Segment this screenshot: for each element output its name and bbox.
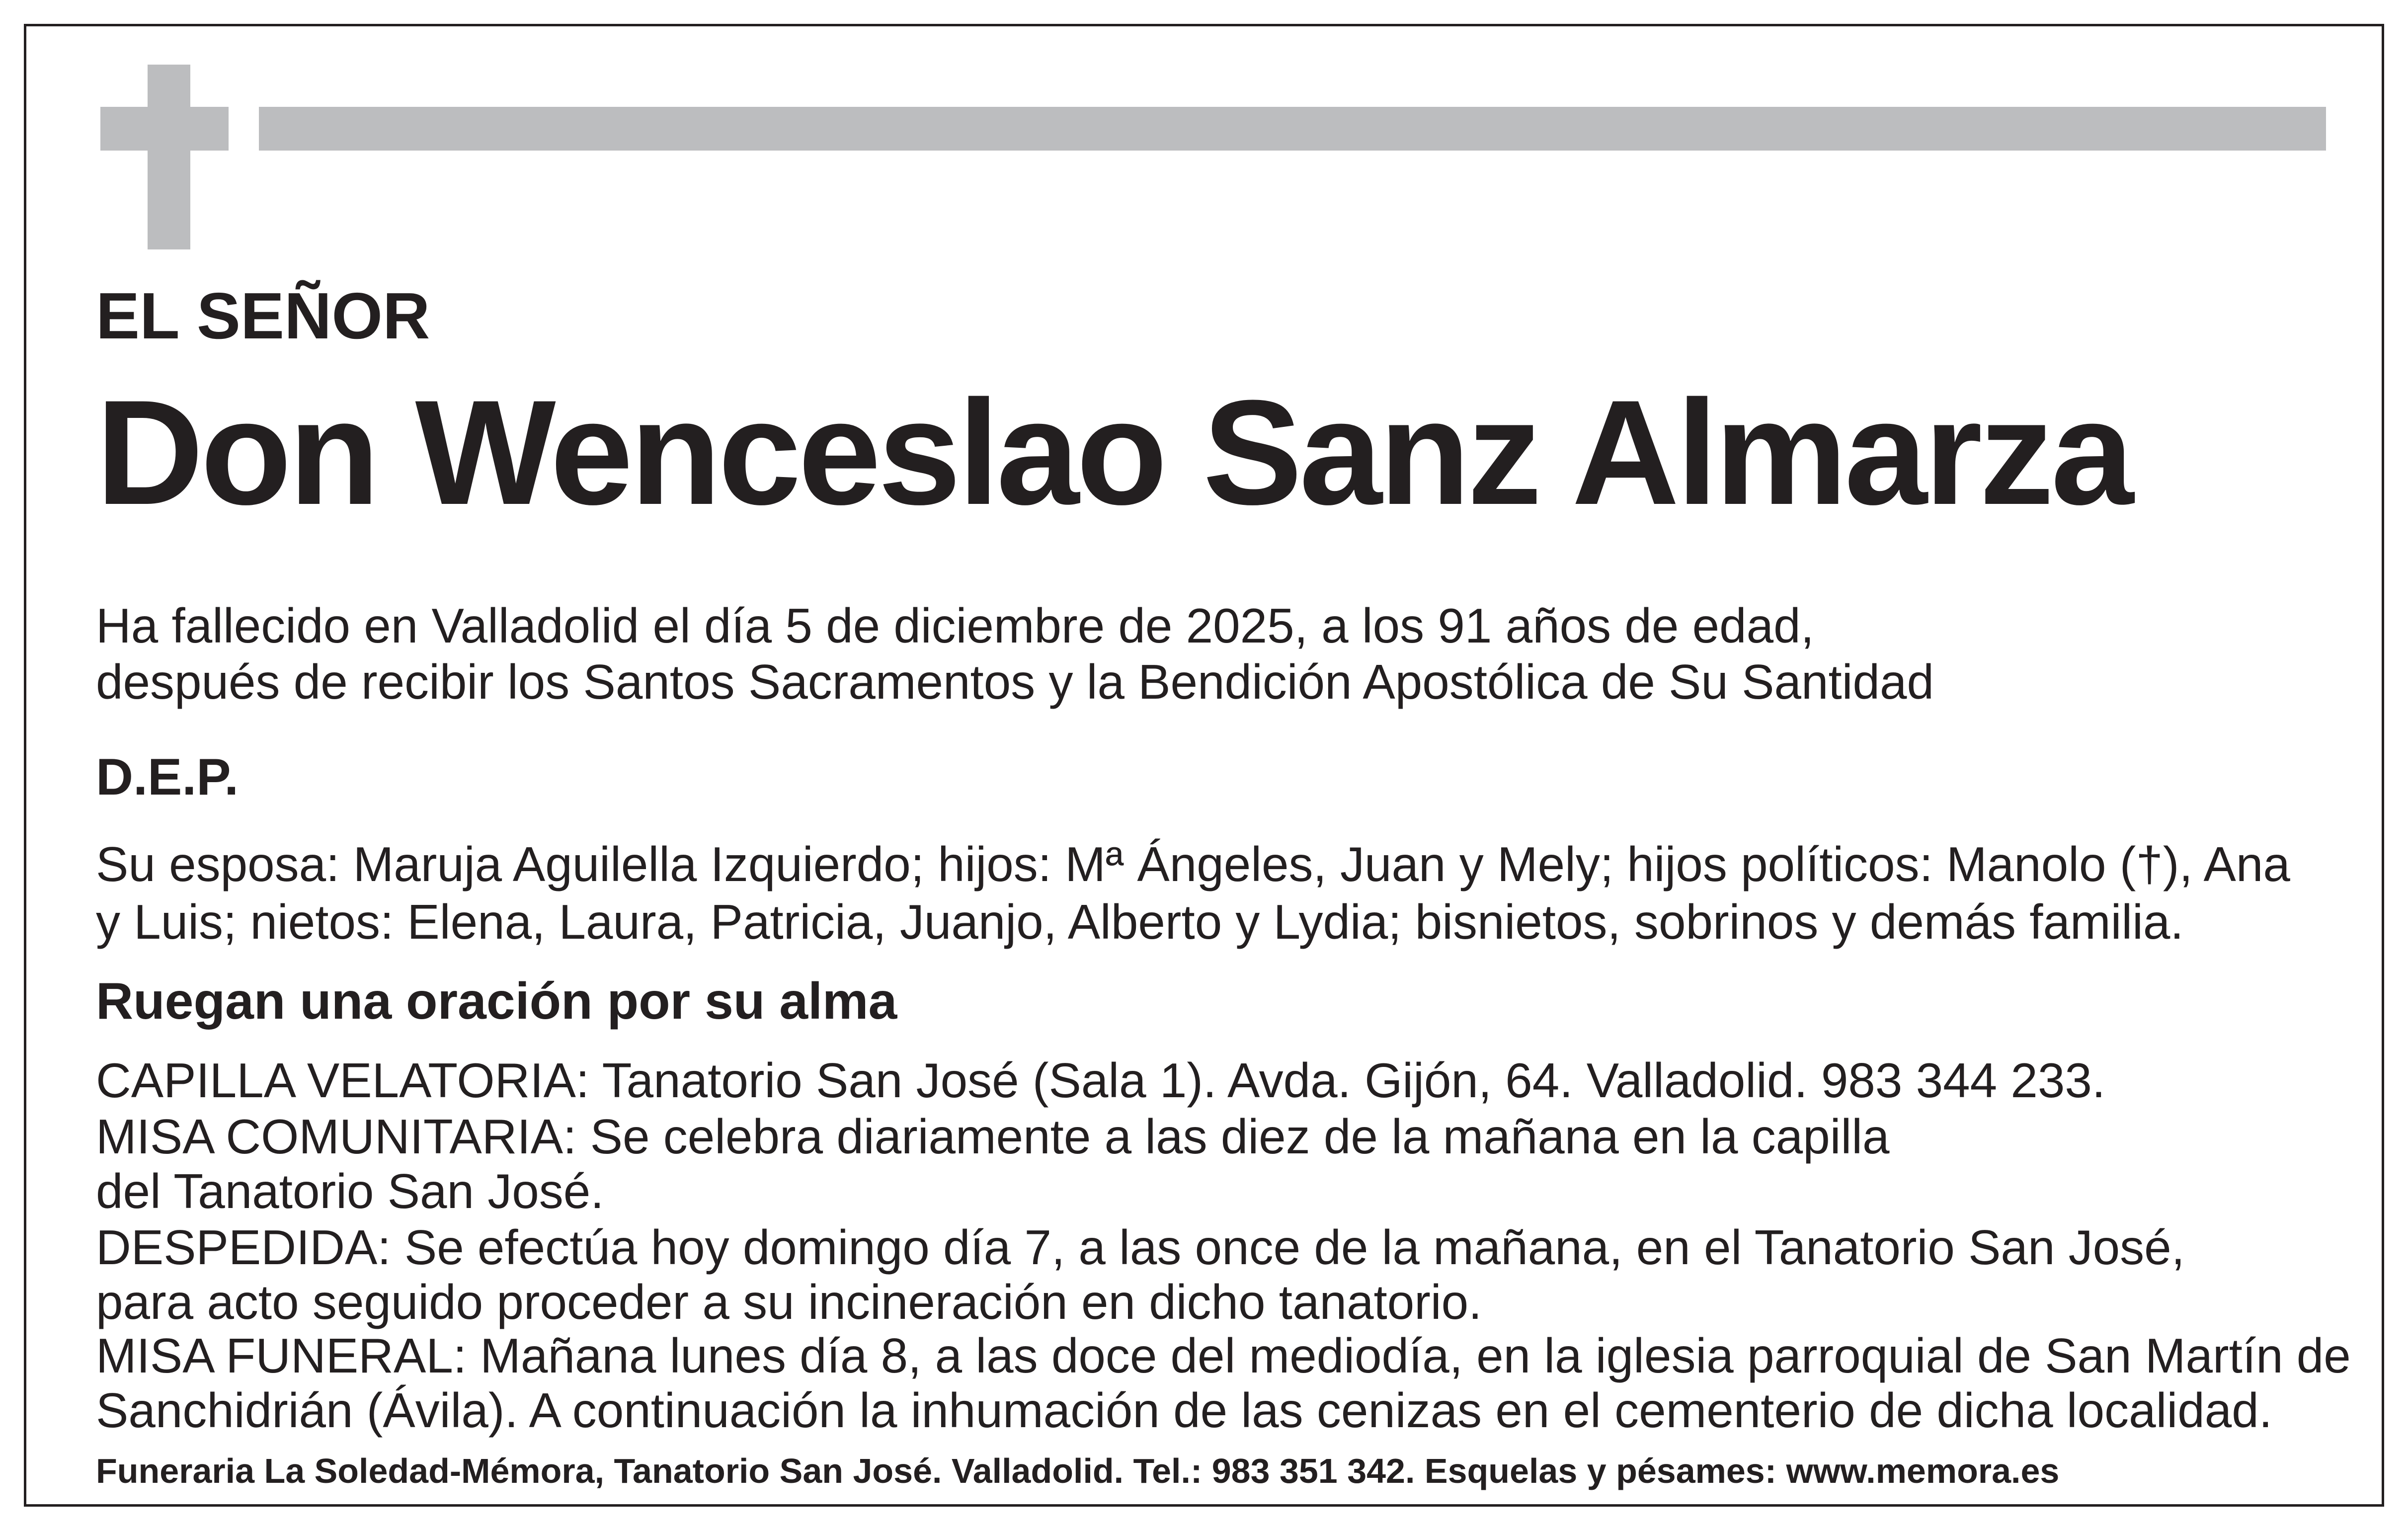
title-prefix: EL SEÑOR: [96, 279, 430, 352]
funeral-home-footer: Funeraria La Soledad-Mémora, Tanatorio San José. Valladolid. Tel.: 983 351 342. Esquelas y pésames: www.memora.es: [96, 1452, 2060, 1490]
family-line-2: y Luis; nietos: Elena, Laura, Patricia, Juanjo, Alberto y Lydia; bisnietos, sobrinos y demás familia.: [96, 894, 2184, 949]
details-line-2: MISA COMUNITARIA: Se celebra diariamente a las diez de la mañana en la capilla: [96, 1109, 1890, 1164]
death-announcement-line-2: después de recibir los Santos Sacramentos y la Bendición Apostólica de Su Santidad: [96, 654, 1934, 709]
dep-label: D.E.P.: [96, 748, 239, 806]
prayer-request: Ruegan una oración por su alma: [96, 972, 897, 1030]
details-line-1: CAPILLA VELATORIA: Tanatorio San José (Sala 1). Avda. Gijón, 64. Valladolid. 983 344 233.: [96, 1053, 2106, 1108]
details-line-3: del Tanatorio San José.: [96, 1164, 604, 1218]
death-announcement-line-1: Ha fallecido en Valladolid el día 5 de diciembre de 2025, a los 91 años de edad,: [96, 598, 1814, 653]
details-line-6: MISA FUNERAL: Mañana lunes día 8, a las doce del mediodía, en la iglesia parroquial de San Martín de: [96, 1328, 2351, 1383]
cross-vertical-beam: [148, 65, 190, 249]
header-bar: [259, 107, 2326, 151]
details-line-7: Sanchidrián (Ávila). A continuación la inhumación de las cenizas en el cementerio de dicha localidad.: [96, 1383, 2272, 1438]
family-line-1: Su esposa: Maruja Aguilella Izquierdo; hijos: Mª Ángeles, Juan y Mely; hijos políticos: Manolo (†), Ana: [96, 837, 2290, 891]
details-line-5: para acto seguido proceder a su incineración en dicho tanatorio.: [96, 1275, 1482, 1329]
cross-horizontal-beam: [100, 107, 229, 151]
details-line-4: DESPEDIDA: Se efectúa hoy domingo día 7, a las once de la mañana, en el Tanatorio San José,: [96, 1220, 2185, 1275]
deceased-name: Don Wenceslao Sanz Almarza: [96, 369, 2131, 536]
